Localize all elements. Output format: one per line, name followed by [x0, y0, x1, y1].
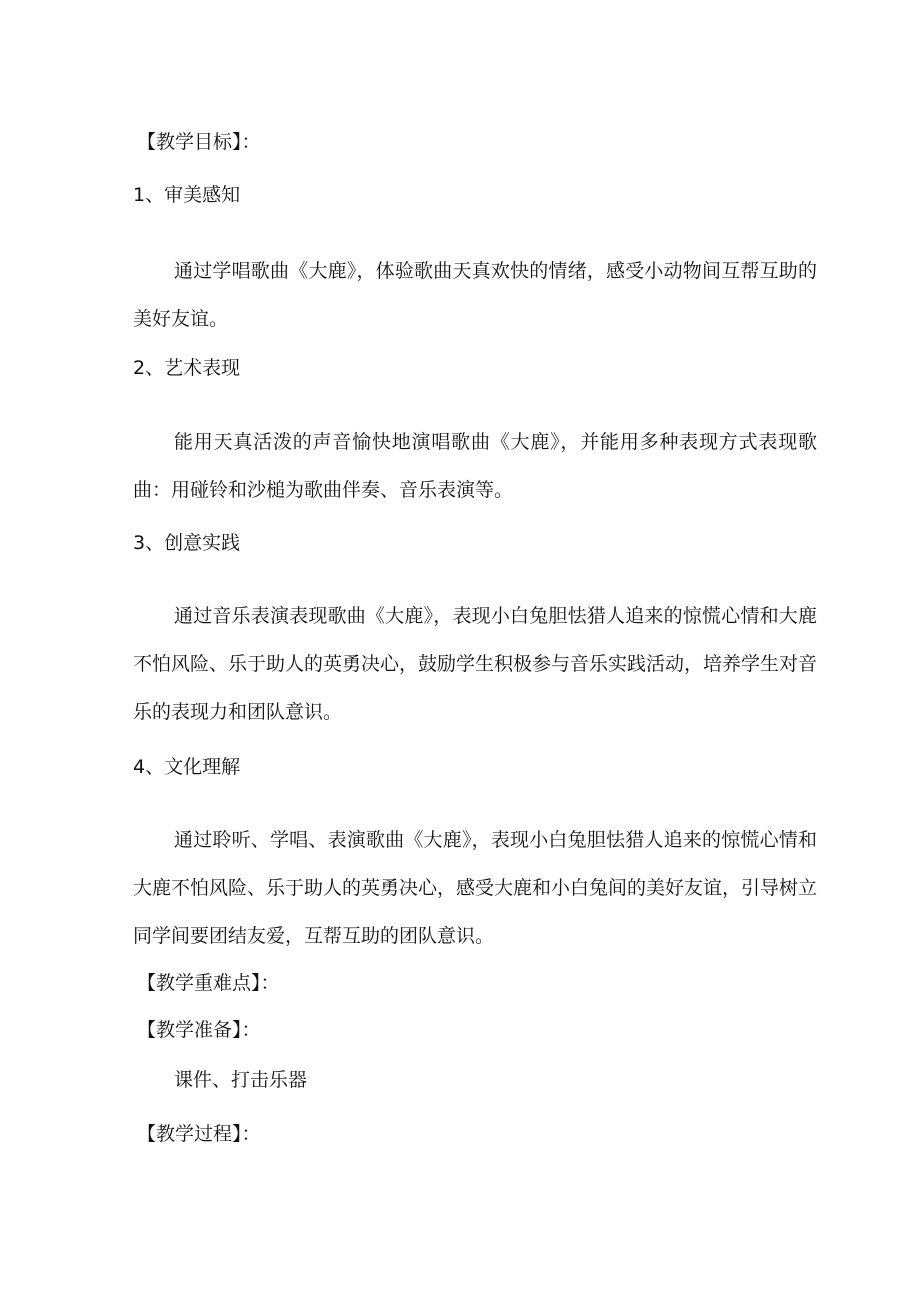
heading-teaching-objectives: 【教学目标】：: [137, 131, 261, 153]
section-title-artistic-expression: 2、艺术表现: [133, 357, 241, 379]
section-title-aesthetic-perception: 1、审美感知: [133, 184, 241, 206]
section-title-cultural-understanding: 4、文化理解: [133, 756, 241, 778]
heading-key-difficult-points: 【教学重难点】：: [137, 972, 280, 994]
section-title-creative-practice: 3、创意实践: [133, 532, 241, 554]
section-text-creative-practice: 通过音乐表演表现歌曲《大鹿》，表现小白兔胆怯猎人追来的惊慌心情和大鹿不怕风险、乐于助人的英勇决心，鼓励学生积极参与音乐实践活动，培养学生对音乐的表现力和团队意识。: [133, 605, 818, 723]
section-text-aesthetic-perception: 通过学唱歌曲《大鹿》，体验歌曲天真欢快的情绪，感受小动物间互帮互助的美好友谊。: [133, 260, 817, 330]
section-text-artistic-expression: 能用天真活泼的声音愉快地演唱歌曲《大鹿》，并能用多种表现方式表现歌曲：用碰铃和沙槌为歌曲伴奏、音乐表演等。: [133, 431, 817, 501]
heading-teaching-preparation: 【教学准备】：: [137, 1019, 261, 1041]
preparation-text: 课件、打击乐器: [174, 1069, 308, 1091]
heading-teaching-process: 【教学过程】：: [137, 1123, 261, 1145]
section-text-cultural-understanding: 通过聆听、学唱、表演歌曲《大鹿》，表现小白兔胆怯猎人追来的惊慌心情和大鹿不怕风险、乐于助人的英勇决心，感受大鹿和小白兔间的美好友谊，引导树立同学间要团结友爱，互帮互助的团队意识。: [133, 829, 818, 947]
